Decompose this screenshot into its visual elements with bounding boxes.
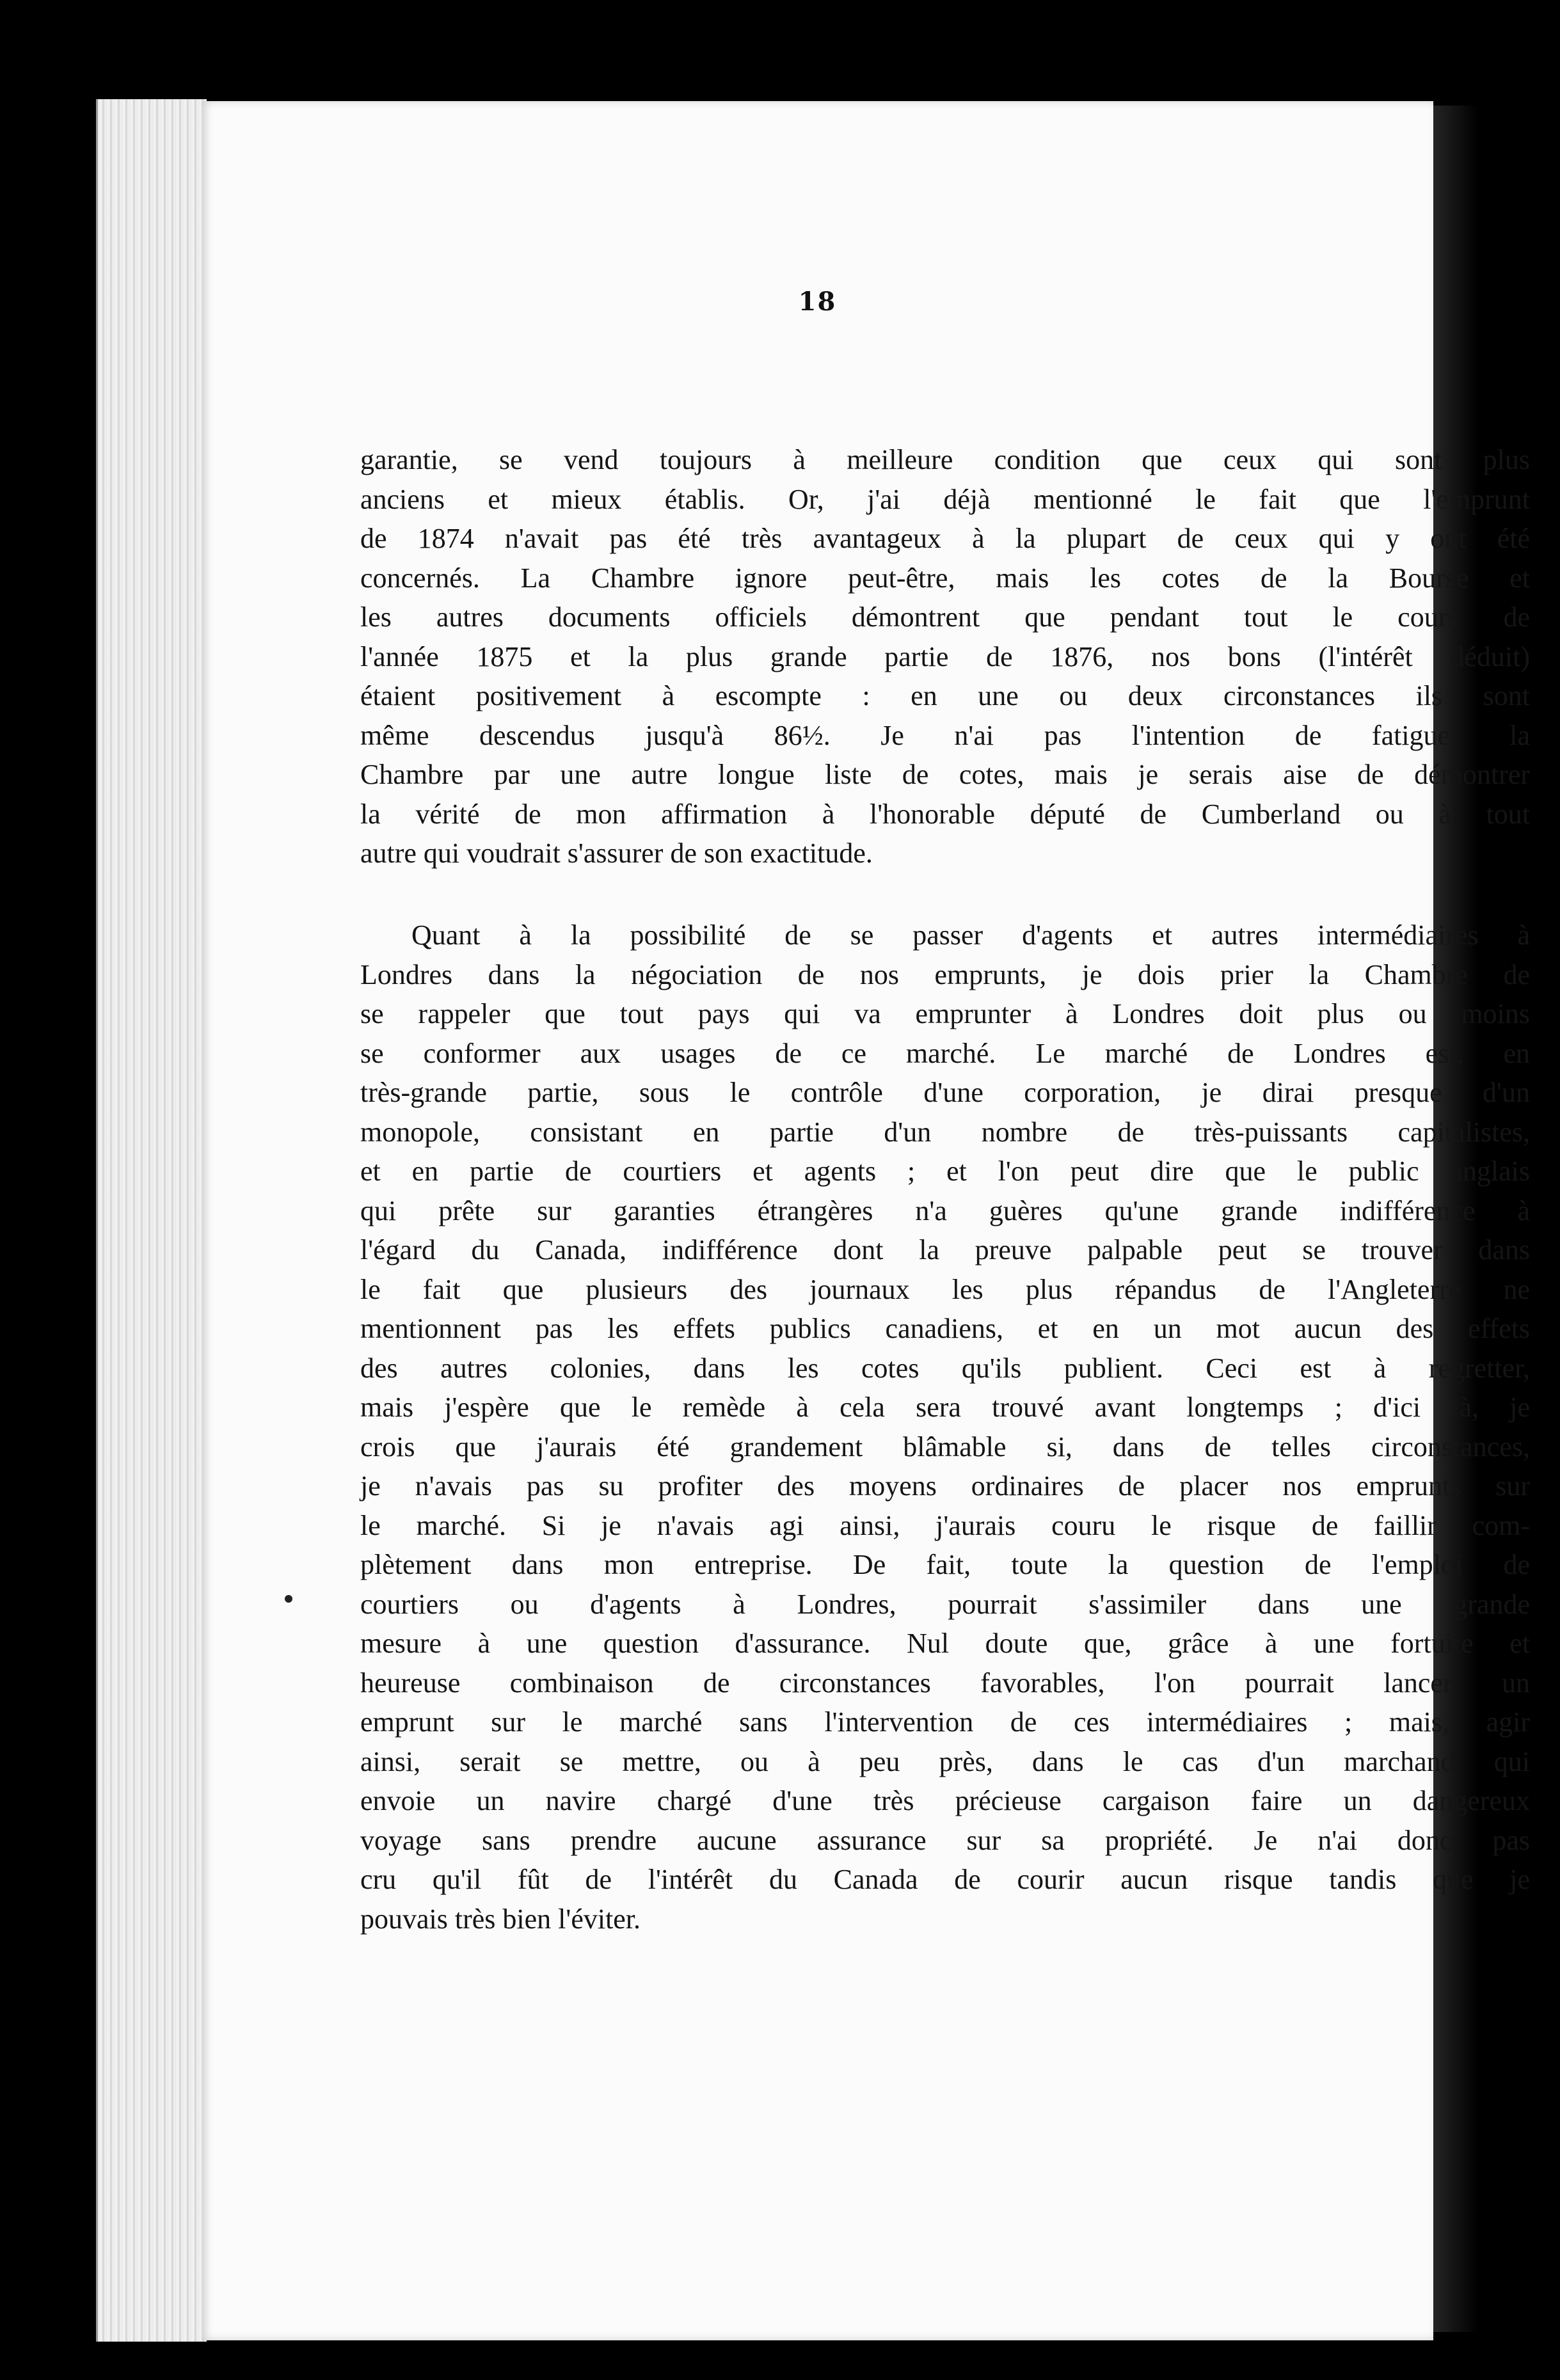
text-line: voyage sans prendre aucune assurance sur sa propriété. Je n'ai donc pas xyxy=(360,1824,1530,1856)
text-line: qui prête sur garanties étrangères n'a guères qu'une grande indifférence à xyxy=(360,1194,1530,1226)
text-line: et en partie de courtiers et agents ; et l'on peut dire que le public anglais xyxy=(360,1155,1530,1187)
text-line: anciens et mieux établis. Or, j'ai déjà mentionné le fait que l'emprunt xyxy=(360,483,1530,515)
text-line: emprunt sur le marché sans l'intervention de ces intermédiaires ; mais, agir xyxy=(360,1706,1530,1738)
text-line: l'année 1875 et la plus grande partie de 1876, nos bons (l'intérêt déduit) xyxy=(360,640,1530,672)
text-line: les autres documents officiels démontrent que pendant tout le cours de xyxy=(360,601,1530,633)
text-line: même descendus jusqu'à 86½. Je n'ai pas l'intention de fatiguer la xyxy=(360,719,1530,751)
page-number: 18 xyxy=(798,287,837,317)
text-line: courtiers ou d'agents à Londres, pourrait s'assimiler dans une grande xyxy=(360,1588,1530,1620)
text-line: l'égard du Canada, indifférence dont la preuve palpable peut se trouver dans xyxy=(360,1234,1530,1265)
text-line: garantie, se vend toujours à meilleure condition que ceux qui sont plus xyxy=(360,444,1530,475)
text-line: envoie un navire chargé d'une très précieuse cargaison faire un dangereux xyxy=(360,1785,1530,1816)
text-line: pouvais très bien l'éviter. xyxy=(360,1903,641,1935)
text-line: de 1874 n'avait pas été très avantageux à la plupart de ceux qui y ont été xyxy=(360,523,1530,554)
document-page xyxy=(202,101,1530,2340)
paragraph-2 xyxy=(360,916,1530,1939)
text-line: ainsi, serait se mettre, ou à peu près, dans le cas d'un marchand qui xyxy=(360,1745,1530,1777)
text-line: monopole, consistant en partie d'un nombre de très-puissants capitalistes, xyxy=(360,1116,1530,1148)
text-line: mentionnent pas les effets publics canadiens, et en un mot aucun des effets xyxy=(360,1313,1530,1344)
page-edge-stack xyxy=(96,99,207,2342)
text-line: des autres colonies, dans les cotes qu'ils publient. Ceci est à regretter, xyxy=(360,1352,1530,1384)
text-line: je n'avais pas su profiter des moyens ordinaires de placer nos emprunts sur xyxy=(360,1470,1530,1502)
text-line: Londres dans la négociation de nos emprunts, je dois prier la Chambre de xyxy=(360,958,1530,990)
text-line: mesure à une question d'assurance. Nul doute que, grâce à une fortuite et xyxy=(360,1628,1530,1659)
text-line: heureuse combinaison de circonstances favorables, l'on pourrait lancer un xyxy=(360,1667,1530,1699)
text-line: mais j'espère que le remède à cela sera trouvé avant longtemps ; d'ici là, je xyxy=(360,1392,1530,1423)
paragraph-1 xyxy=(360,440,1530,873)
text-line: se conformer aux usages de ce marché. Le marché de Londres est, en xyxy=(360,1037,1530,1069)
text-line: plètement dans mon entreprise. De fait, toute la question de l'emploi de xyxy=(360,1549,1530,1580)
ink-speck xyxy=(285,1595,292,1603)
text-line: très-grande partie, sous le contrôle d'une corporation, je dirai presque d'un xyxy=(360,1077,1530,1108)
text-line: crois que j'aurais été grandement blâmable si, dans de telles circonstances, xyxy=(360,1431,1530,1463)
text-line: le fait que plusieurs des journaux les plus répandus de l'Angleterre ne xyxy=(360,1273,1530,1305)
text-line: Quant à la possibilité de se passer d'agents et autres intermédiaires à xyxy=(411,919,1530,951)
text-line: se rappeler que tout pays qui va emprunter à Londres doit plus ou moins xyxy=(360,998,1530,1029)
text-line: la vérité de mon affirmation à l'honorable député de Cumberland ou à tout xyxy=(360,798,1530,830)
text-line: cru qu'il fût de l'intérêt du Canada de courir aucun risque tandis que je xyxy=(360,1864,1530,1895)
text-line: étaient positivement à escompte : en une ou deux circonstances ils sont xyxy=(360,680,1530,711)
text-line: concernés. La Chambre ignore peut-être, mais les cotes de la Bourse et xyxy=(360,562,1530,594)
text-line: autre qui voudrait s'assurer de son exactitude. xyxy=(360,837,873,869)
text-line: Chambre par une autre longue liste de cotes, mais je serais aise de démontrer xyxy=(360,759,1530,790)
text-line: le marché. Si je n'avais agi ainsi, j'aurais couru le risque de faillir com- xyxy=(360,1509,1530,1541)
